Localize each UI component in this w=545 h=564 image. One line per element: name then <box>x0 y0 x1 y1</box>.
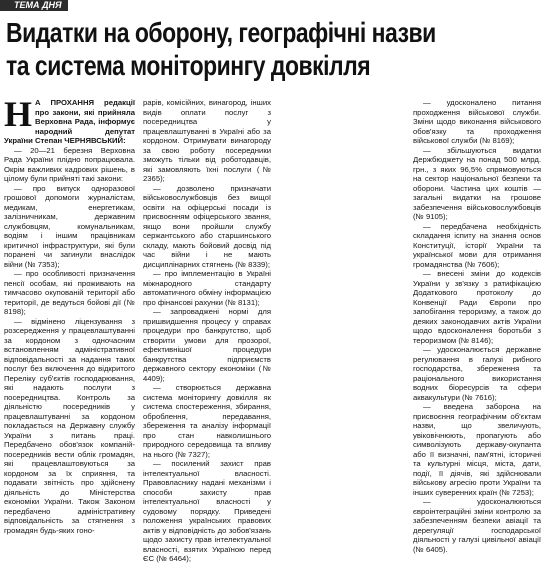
paragraph: — про випуск одноразової грошової допомоги журналістам, медикам, енергетикам, залізничникам, державним службовцям, комунальникам, водіям і іншим працівникам критичної інфраструктури, які були поранені чи загинули внаслідок війни (№ 7353); <box>4 183 135 269</box>
paragraph: рарів, комісійних, винагород, інших видів оплати послуг з посередництва у працевлаштуванні в Україні або за кордоном. Отримувати винагороду за свою роботу посередники зможуть тільки від роботодавців, які замовляють їхні послуги (№ 2365); <box>143 98 271 183</box>
paragraph: — внесені зміни до кодексів України у зв'язку з ратифікацією Додаткового протоколу до Конвенції Ради Європи про запобігання тероризму, а також до деяких законодавчих актів України щодо вдосконалення боротьби з тероризмом (№ 8146); <box>413 269 541 345</box>
drop-cap: Н <box>4 94 33 134</box>
paragraph: — створюється державна система моніторингу довкілля як система спостереження, збирання, оброблення, передавання, збереження та аналізу інформації про стан навколишнього природного середовища та впливу на нього (№ 7327); <box>143 383 271 459</box>
paragraph: — удосконалено питання проходження військової служби. Зміни щодо виконання військового обов'язку та проходження військової служби (№ 8169); <box>413 98 541 145</box>
section-rubric: ТЕМА ДНЯ <box>0 0 68 11</box>
headline-line-2: та система моніторингу довкілля <box>6 50 371 81</box>
paragraph: — передбачена необхідність складання іспиту на знання основ Конституції, історії України та української мови для отримання громадянства (№ 7606); <box>413 221 541 269</box>
article-lead <box>4 94 135 146</box>
paragraph: — про особливості призначення пенсії особам, які проживають на тимчасово окупованій території або території, де ведуться бойові дії (№ 8198); <box>4 269 135 316</box>
article-headline <box>6 16 539 82</box>
paragraph: — збільшуються видатки Держбюджету на понад 500 млрд. грн., з яких 96,5% спрямовуються на сектор національної безпеки та оборони. Частина цих коштів — загальні видатки на грошове забезпечення військовослужбовців (№ 9105); <box>413 145 541 221</box>
article-column-2 <box>143 98 271 564</box>
article-column-1 <box>4 94 135 535</box>
paragraph: — удосконалюється державне регулювання в галузі рибного господарства, збереження та раціонального використання водних біоресурсів та сфери аквакультури (№ 7616); <box>413 345 541 402</box>
paragraph: — 20—21 березня Верховна Рада України плідно попрацювала. Окрім важливих кадрових рішень, в цілому були прийняті такі закони: <box>4 145 135 183</box>
lead-text: А ПРОХАННЯ редакції про закони, які прийняла Верховна Рада, інформує народний депутат України Степан ЧЕРНЯВСЬКИЙ: <box>4 98 135 145</box>
paragraph: — дозволено призначати військовослужбовців без вищої освіти на офіцерські посади із присвоєнням офіцерського звання, якщо вони пройшли службу сержантського або старшинського складу, мають бойовий досвід під час війни і не мають дисциплінарних стягнень (№ 8339); <box>143 183 271 269</box>
paragraph: — відмінено ліцензування з розсередження у працевлаштуванні за кордоном з одночасним встановленням адміністративної відповідальності за надання таких послуг без включення до відкритого Переліку суб'єктів господарювання, які надають послуги з посередництва. Контроль за діяльністю посередників у працевлаштуванні за кордоном покладається на Державну службу України з питань праці. Передбачено обов'язок компаній-посередників вести облік громадян, які працевлаштовуються за кордоном за їх сприяння, та подавати звітність про здійснену діяльність до Міністерства економіки України. Також Законом передбачено адміністративну відповідальність за стягнення з громадян будь-яких гоно- <box>4 316 135 535</box>
paragraph: — введена заборона на присвоєння географічним об'єктам назви, що звеличують, увіковічнюють, пропагують або символізують державу-окупанта або її визначні, пам'ятні, історичні та культурні місця, міста, дати, події, її діячів, які здійснювали військову агресію проти України та інших суверенних країн (№ 7253); <box>413 402 541 497</box>
paragraph: — про імплементацію в Україні міжнародного стандарту автоматичного обміну інформацією про фінансові рахунки (№ 8131); <box>143 269 271 307</box>
article-column-4 <box>413 98 541 554</box>
paragraph: — удосконалюються євроінтеграційні зміни контролю за забезпеченням безпеки авіації та дерегуляції господарської діяльності у галузі цивільної авіації (№ 6405). <box>413 497 541 554</box>
paragraph: — запроваджені нормі для пришвидшення процесу у справах процедури про банкрутство, щоб створити умови для прозорої, ефективнішої процедури банкрутства підприємств державного сектору економіки (№ 4409); <box>143 307 271 383</box>
paragraph: — посилений захист прав інтелектуальної власності. Правовласнику надані механізми і способи захисту прав інтелектуальної власності у судовому порядку. Приведені положення українських правових актів у відповідність до зобов'язань щодо захисту прав інтелектуальної власності, взятих Україною перед ЄС (№ 6464); <box>143 459 271 563</box>
headline-line-1: Видатки на оборону, географічні назви <box>6 17 436 48</box>
